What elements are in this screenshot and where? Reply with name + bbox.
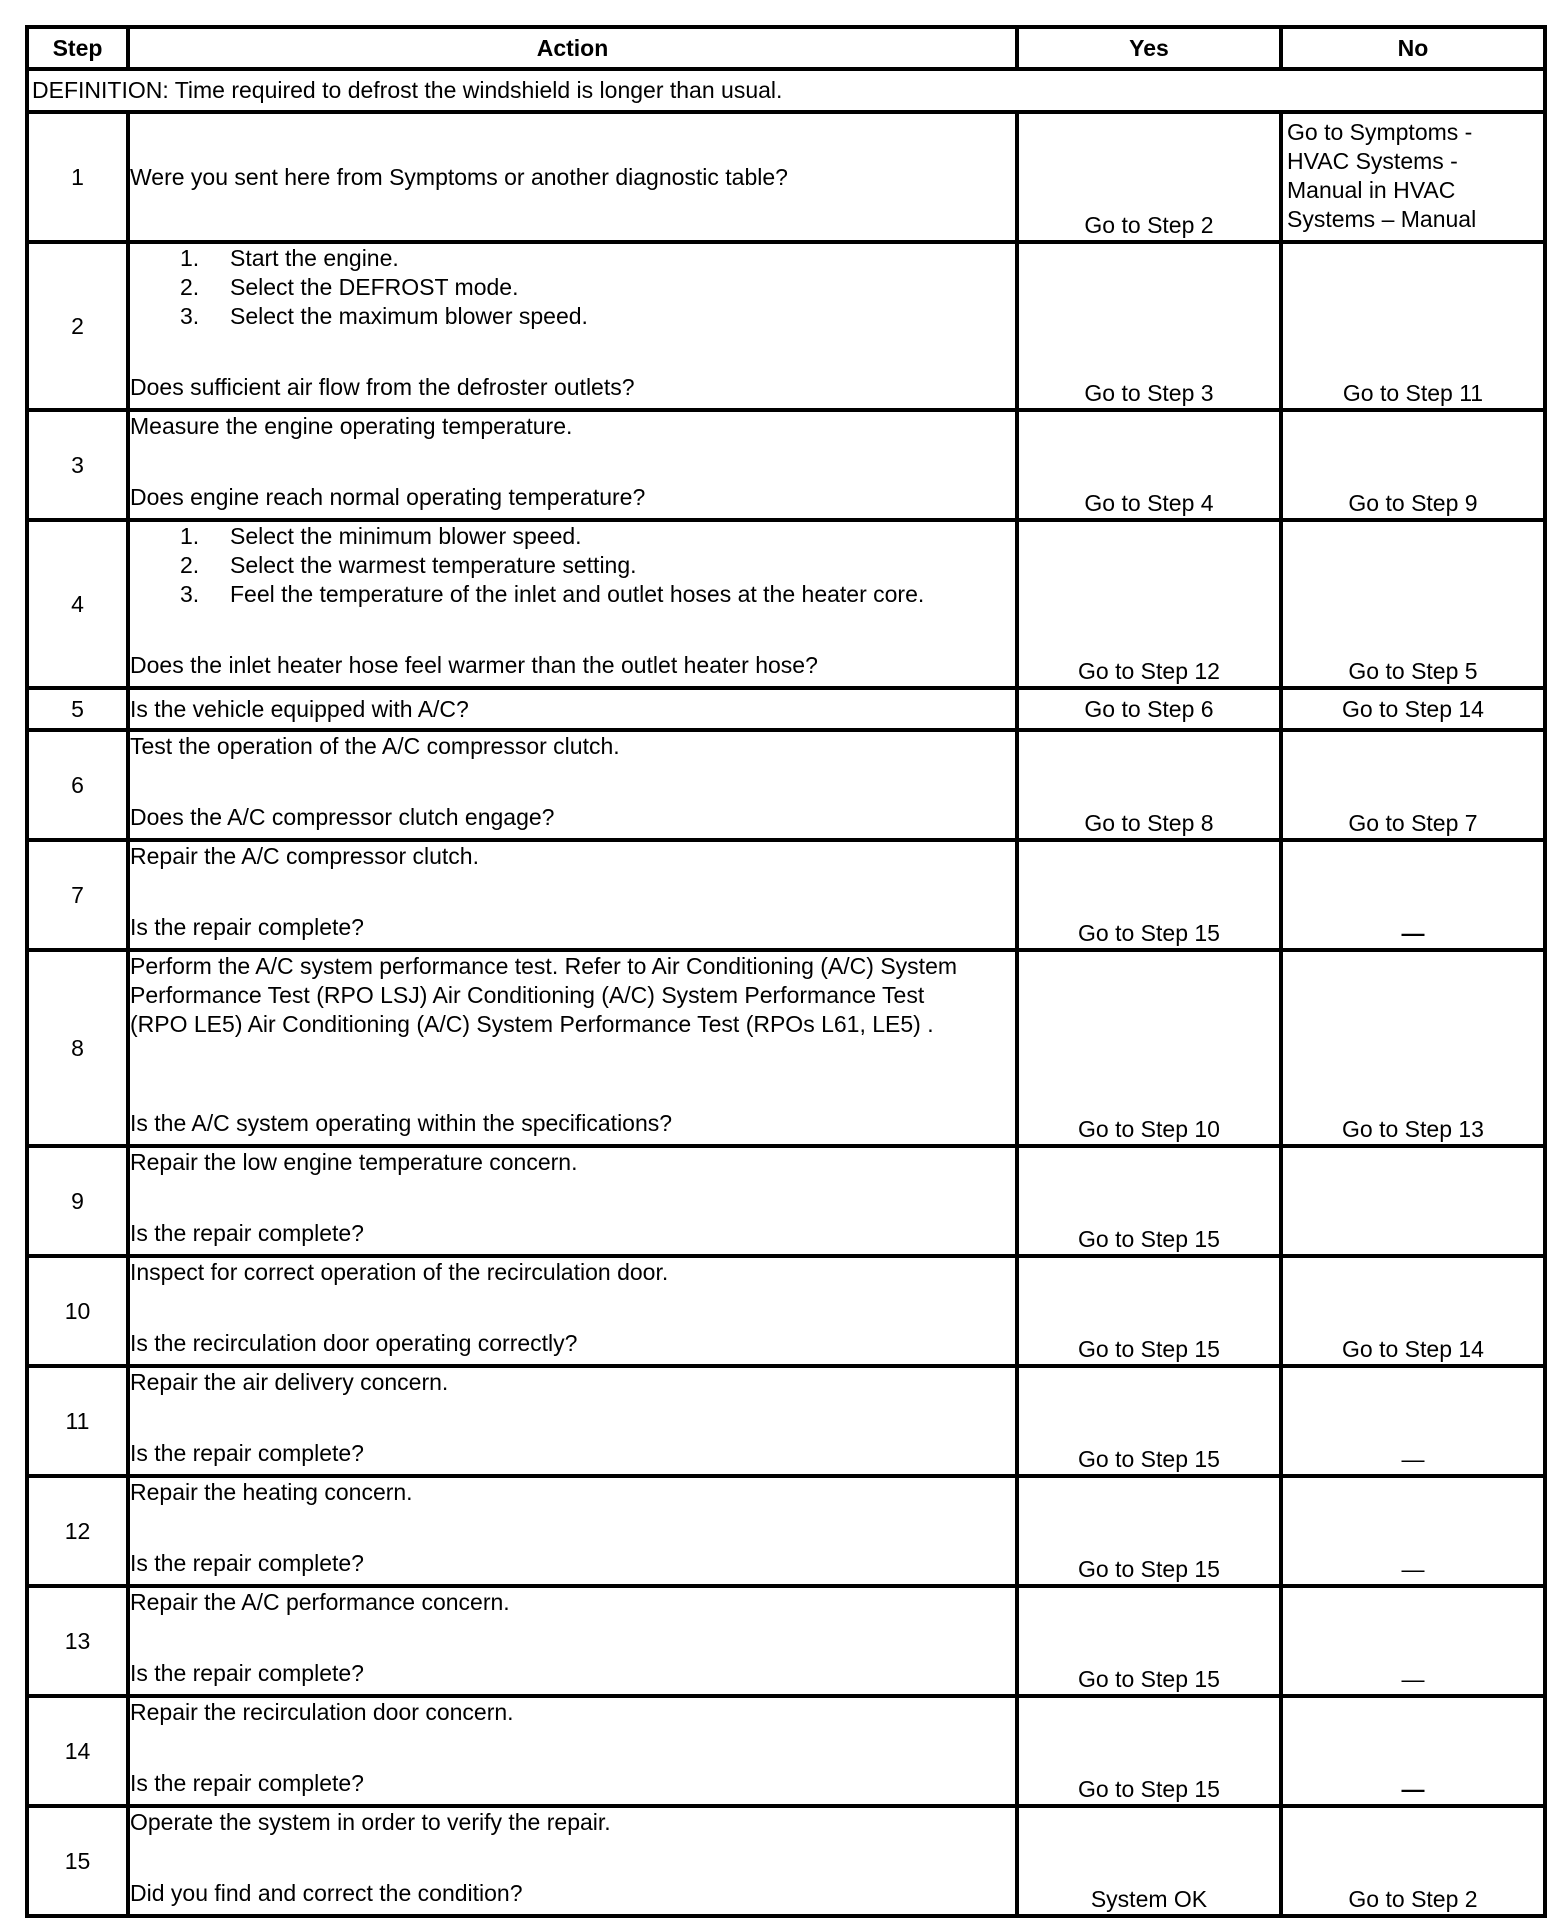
table-row [27, 1256, 1545, 1366]
question-text: Does sufficient air flow from the defroster outlets? [130, 374, 635, 400]
header-row [27, 27, 1545, 69]
question-text: Is the A/C system operating within the specifications? [130, 1110, 673, 1136]
instruction-text: Repair the low engine temperature concern. [130, 1149, 578, 1175]
question-text: Does the inlet heater hose feel warmer than the outlet heater hose? [130, 652, 818, 678]
header-no: No [1281, 27, 1545, 69]
question-text: Is the repair complete? [130, 1220, 364, 1246]
table-row [27, 730, 1545, 840]
instruction-text: Repair the recirculation door concern. [130, 1699, 514, 1725]
list-item: 3. Feel the temperature of the inlet and outlet hoses at the heater core. [180, 581, 925, 607]
definition-text: DEFINITION: Time required to defrost the windshield is longer than usual. [27, 69, 1545, 112]
action-cell [128, 1696, 1017, 1806]
action-cell [128, 688, 1017, 730]
action-cell [128, 1586, 1017, 1696]
table-row [27, 112, 1545, 242]
diagnostic-table [25, 25, 1547, 1918]
step-number: 6 [27, 730, 128, 840]
question-text: Does the A/C compressor clutch engage? [130, 804, 555, 830]
no-cell: — [1281, 1366, 1545, 1476]
procedure-list [130, 522, 1015, 609]
no-cell: Go to Step 2 [1281, 1806, 1545, 1916]
no-cell: — [1281, 1586, 1545, 1696]
question-text: Were you sent here from Symptoms or another diagnostic table? [130, 163, 788, 190]
no-cell: Go to Symptoms - HVAC Systems - Manual in HVAC Systems – Manual [1281, 112, 1545, 242]
question-text: Is the recirculation door operating correctly? [130, 1330, 578, 1356]
no-cell: Go to Step 14 [1281, 1256, 1545, 1366]
question-text: Is the repair complete? [130, 1440, 364, 1466]
yes-cell: Go to Step 2 [1017, 112, 1281, 242]
action-cell [128, 1366, 1017, 1476]
no-cell: Go to Step 7 [1281, 730, 1545, 840]
yes-cell: Go to Step 15 [1017, 1476, 1281, 1586]
list-item: 1. Select the minimum blower speed. [180, 523, 582, 549]
table-row [27, 950, 1545, 1146]
action-cell [128, 1806, 1017, 1916]
instruction-text: Measure the engine operating temperature. [130, 413, 573, 439]
step-number: 12 [27, 1476, 128, 1586]
no-cell: — [1281, 1476, 1545, 1586]
instruction-text: Repair the heating concern. [130, 1479, 413, 1505]
yes-cell: Go to Step 15 [1017, 1696, 1281, 1806]
yes-cell: Go to Step 10 [1017, 950, 1281, 1146]
action-cell [128, 410, 1017, 520]
action-cell [128, 112, 1017, 242]
yes-cell: Go to Step 15 [1017, 1366, 1281, 1476]
table-row [27, 1806, 1545, 1916]
question-text: Is the repair complete? [130, 1550, 364, 1576]
header-yes: Yes [1017, 27, 1281, 69]
table-row [27, 1696, 1545, 1806]
action-cell [128, 950, 1017, 1146]
instruction-text: Inspect for correct operation of the recirculation door. [130, 1259, 669, 1285]
instruction-text: Test the operation of the A/C compressor clutch. [130, 733, 620, 759]
no-cell: Go to Step 14 [1281, 688, 1545, 730]
yes-cell: Go to Step 4 [1017, 410, 1281, 520]
step-number: 7 [27, 840, 128, 950]
step-number: 8 [27, 950, 128, 1146]
table-row [27, 242, 1545, 410]
yes-cell: System OK [1017, 1806, 1281, 1916]
instruction-text: Repair the A/C performance concern. [130, 1589, 510, 1615]
yes-cell: Go to Step 3 [1017, 242, 1281, 410]
step-number: 2 [27, 242, 128, 410]
yes-cell: Go to Step 12 [1017, 520, 1281, 688]
action-cell [128, 1256, 1017, 1366]
no-cell: Go to Step 5 [1281, 520, 1545, 688]
question-text: Did you find and correct the condition? [130, 1880, 523, 1906]
instruction-text: Repair the air delivery concern. [130, 1369, 449, 1395]
no-cell [1281, 1146, 1545, 1256]
table-row [27, 410, 1545, 520]
question-text: Is the vehicle equipped with A/C? [130, 695, 469, 722]
table-row [27, 688, 1545, 730]
table-row [27, 1366, 1545, 1476]
step-number: 5 [27, 688, 128, 730]
table-row [27, 1146, 1545, 1256]
table-row [27, 520, 1545, 688]
step-number: 9 [27, 1146, 128, 1256]
question-text: Is the repair complete? [130, 1660, 364, 1686]
no-cell: Go to Step 9 [1281, 410, 1545, 520]
no-cell: — [1281, 840, 1545, 950]
no-cell: Go to Step 11 [1281, 242, 1545, 410]
instruction-text: Perform the A/C system performance test. Refer to Air Conditioning (A/C) System Performance Test (RPO LSJ) Air Conditioning (A/C) System Performance Test (RPO LE5) Air Conditioning (A/C) System Performance Test (RPOs L61, LE5) . [130, 953, 958, 1037]
no-cell: — [1281, 1696, 1545, 1806]
header-step: Step [27, 27, 128, 69]
yes-cell: Go to Step 15 [1017, 1146, 1281, 1256]
step-number: 13 [27, 1586, 128, 1696]
list-item: 1. Start the engine. [180, 245, 399, 271]
action-cell [128, 730, 1017, 840]
action-cell [128, 840, 1017, 950]
step-number: 10 [27, 1256, 128, 1366]
question-text: Is the repair complete? [130, 1770, 364, 1796]
definition-row [27, 69, 1545, 112]
no-cell: Go to Step 13 [1281, 950, 1545, 1146]
step-number: 15 [27, 1806, 128, 1916]
list-item: 2. Select the warmest temperature setting. [180, 552, 637, 578]
table-row [27, 840, 1545, 950]
action-cell [128, 242, 1017, 410]
procedure-list [130, 244, 1015, 331]
list-item: 3. Select the maximum blower speed. [180, 303, 588, 329]
action-cell [128, 1146, 1017, 1256]
yes-cell: Go to Step 8 [1017, 730, 1281, 840]
list-item: 2. Select the DEFROST mode. [180, 274, 519, 300]
table-row [27, 1586, 1545, 1696]
action-cell [128, 520, 1017, 688]
table-row [27, 1476, 1545, 1586]
question-text: Is the repair complete? [130, 914, 364, 940]
instruction-text: Operate the system in order to verify the repair. [130, 1809, 611, 1835]
step-number: 11 [27, 1366, 128, 1476]
yes-cell: Go to Step 6 [1017, 688, 1281, 730]
yes-cell: Go to Step 15 [1017, 840, 1281, 950]
header-action: Action [128, 27, 1017, 69]
question-text: Does engine reach normal operating temperature? [130, 484, 646, 510]
yes-cell: Go to Step 15 [1017, 1586, 1281, 1696]
action-cell [128, 1476, 1017, 1586]
step-number: 4 [27, 520, 128, 688]
instruction-text: Repair the A/C compressor clutch. [130, 843, 479, 869]
step-number: 14 [27, 1696, 128, 1806]
step-number: 1 [27, 112, 128, 242]
yes-cell: Go to Step 15 [1017, 1256, 1281, 1366]
step-number: 3 [27, 410, 128, 520]
